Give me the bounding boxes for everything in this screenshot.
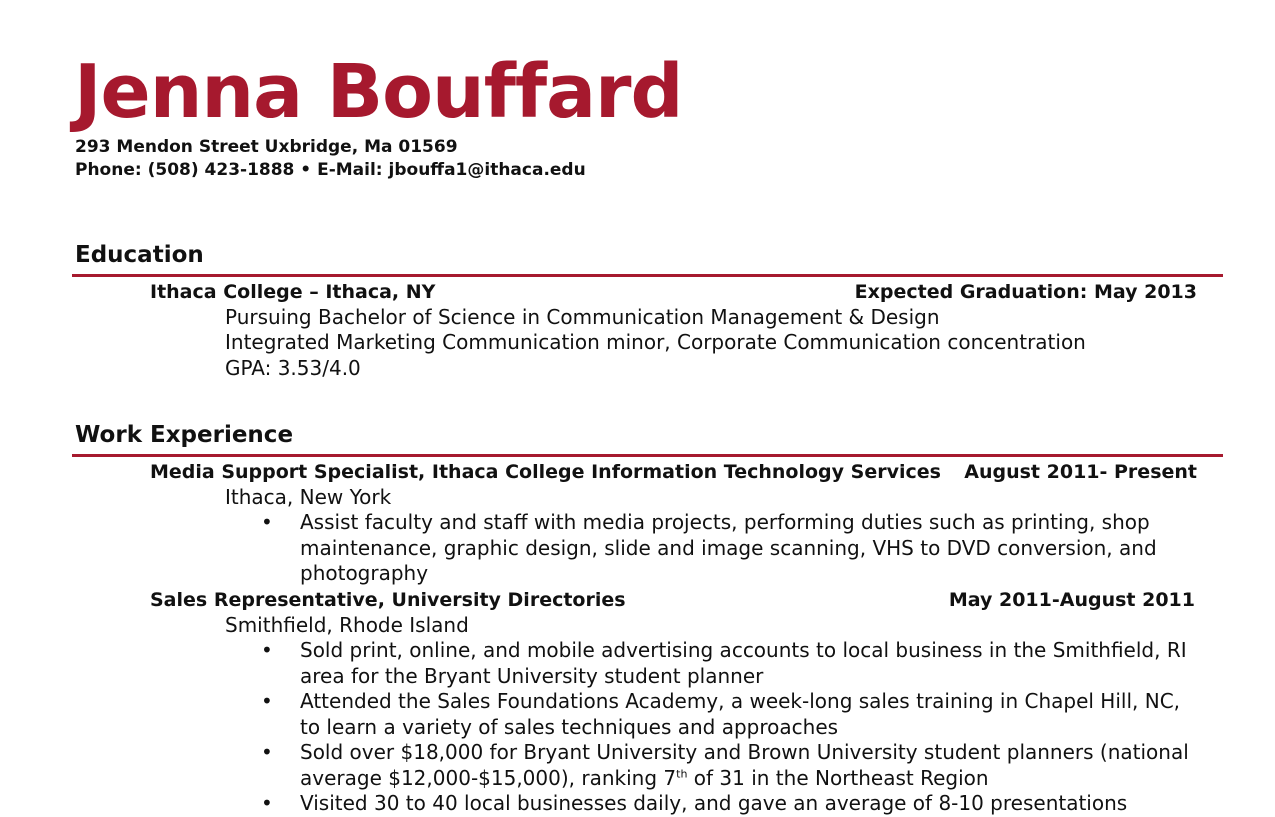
graduation-date: Expected Graduation: May 2013: [854, 281, 1197, 303]
education-detail-line: Pursuing Bachelor of Science in Communication Management & Design: [225, 305, 940, 329]
bullet-icon: •: [261, 791, 273, 815]
job-bullet-line: [300, 766, 989, 792]
job-dates: May 2011-August 2011: [948, 589, 1195, 611]
bullet-text-part: average $12,000-$15,000), ranking 7: [300, 766, 677, 790]
section-divider: [72, 454, 1223, 457]
job-bullet-line: Sold over $18,000 for Bryant University and Brown University student planners (national: [300, 740, 1189, 764]
bullet-icon: •: [261, 740, 273, 764]
job-dates: August 2011- Present: [964, 461, 1197, 483]
job-title: Sales Representative, University Directories: [150, 589, 626, 611]
education-detail-line: GPA: 3.53/4.0: [225, 356, 361, 380]
bullet-icon: •: [261, 689, 273, 713]
section-title-work-experience: Work Experience: [75, 422, 294, 448]
contact-line: Phone: (508) 423-1888 • E-Mail: jbouffa1@ithaca.edu: [75, 160, 586, 180]
job-title: Media Support Specialist, Ithaca College Information Technology Services: [150, 461, 941, 483]
education-detail-line: Integrated Marketing Communication minor, Corporate Communication concentration: [225, 330, 1086, 354]
section-title-education: Education: [75, 242, 204, 268]
job-bullet-line: photography: [300, 561, 429, 585]
address-line: 293 Mendon Street Uxbridge, Ma 01569: [75, 137, 458, 157]
ordinal-suffix: th: [676, 767, 688, 781]
bullet-text-part: of 31 in the Northeast Region: [687, 766, 989, 790]
bullet-icon: •: [261, 510, 273, 534]
job-bullet-line: area for the Bryant University student planner: [300, 664, 764, 688]
job-bullet-line: Assist faculty and staff with media projects, performing duties such as printing, shop: [300, 510, 1150, 534]
job-location: Ithaca, New York: [225, 485, 392, 509]
bullet-icon: •: [261, 638, 273, 662]
school-name: Ithaca College – Ithaca, NY: [150, 281, 436, 303]
job-location: Smithfield, Rhode Island: [225, 613, 469, 637]
job-bullet-line: maintenance, graphic design, slide and image scanning, VHS to DVD conversion, and: [300, 536, 1157, 560]
resume-name: Jenna Bouffard: [74, 49, 683, 135]
job-bullet-line: Attended the Sales Foundations Academy, a week-long sales training in Chapel Hill, NC,: [300, 689, 1181, 713]
job-bullet-line: to learn a variety of sales techniques and approaches: [300, 715, 839, 739]
job-bullet-line: Visited 30 to 40 local businesses daily, and gave an average of 8-10 presentations: [300, 791, 1128, 815]
section-divider: [72, 274, 1223, 277]
job-bullet-line: Sold print, online, and mobile advertising accounts to local business in the Smithfield, RI: [300, 638, 1187, 662]
